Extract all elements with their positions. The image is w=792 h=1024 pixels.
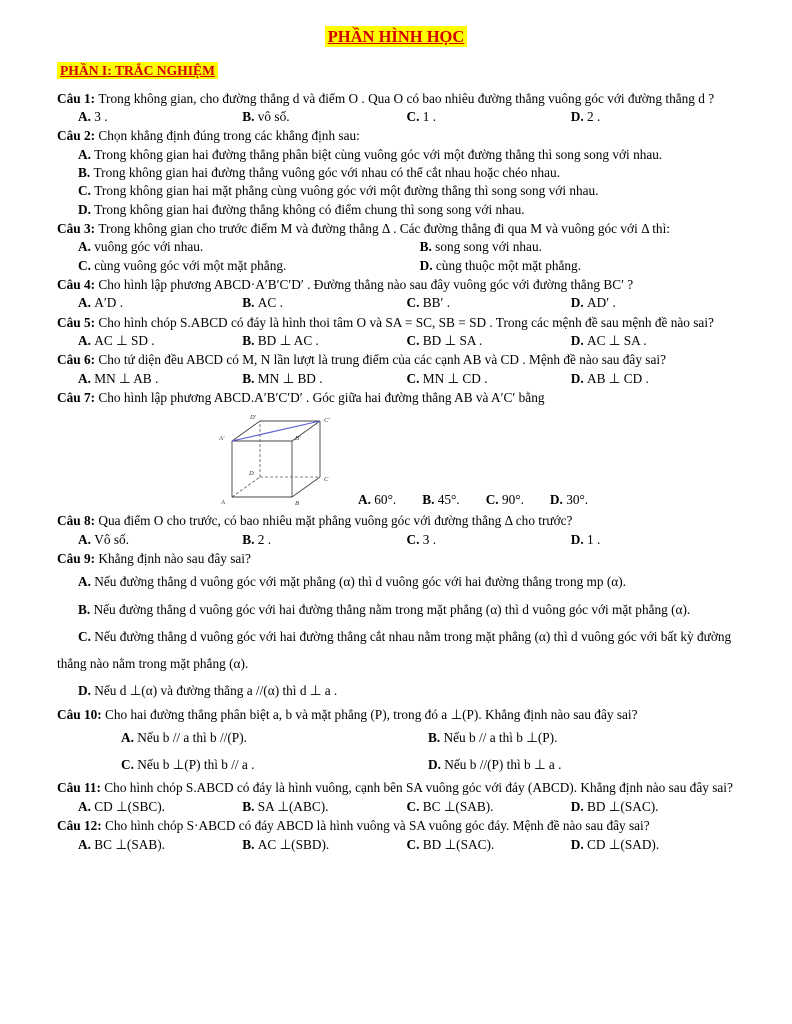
option-D [57,677,735,704]
option-text: AC ⊥(SBD). [257,836,330,852]
option-letter: B. [242,108,258,124]
question-stem [57,90,735,108]
option-text: AD′ . [587,295,616,311]
option-text: Nếu b // a thì b ⊥(P). [443,729,558,745]
question-7 [57,389,735,511]
options [57,531,735,549]
option-A [78,531,242,549]
question-stem [57,512,735,530]
options [57,108,735,126]
question-text: Cho hình lập phương ABCD·A′B′C′D′ . Đường thẳng nào sau đây vuông góc với đường thẳng BC′ ? [98,276,634,292]
option-text: A′D . [94,295,124,311]
option-text: Nếu b // a thì b //(P). [137,729,247,745]
option-D [571,294,735,312]
question-2 [57,127,735,219]
option-C [407,108,571,126]
cube-figure [207,409,342,511]
question-number: Câu 5: [57,314,99,330]
option-text: SA ⊥(ABC). [257,798,329,814]
question-number: Câu 9: [57,551,99,567]
options [57,568,735,704]
question-text: Cho hình chóp S·ABCD có đáy ABCD là hình vuông và SA vuông góc đáy. Mệnh đề nào sau đây sai? [105,818,650,834]
option-letter: D. [549,492,567,508]
option-D [571,370,735,388]
option-A [78,294,242,312]
question-text: Cho hai đường thẳng phân biệt a, b và mặt phẳng (P), trong đó a ⊥(P). Khẳng định nào sau đây sai? [105,706,638,722]
option-letter: B. [242,295,258,311]
question-10 [57,706,735,779]
option-text: Nếu đường thẳng d vuông góc với hai đường thẳng cắt nhau nằm trong mặt phẳng (α) thì d vuông góc với bất kỳ đường thẳng nào nằm trong mặt phẳng (α). [57,628,732,672]
option-letter: C. [406,531,423,547]
option-text: 2 . [587,108,601,124]
option-letter: B. [242,332,258,348]
option-text: Nếu d ⊥(α) và đường thẳng a //(α) thì d ⊥ a . [94,683,338,699]
option-C [407,531,571,549]
option-A [57,568,735,595]
option-letter: A. [78,798,95,814]
option-C [407,836,571,854]
option-D [571,531,735,549]
option-text: 2 . [257,531,272,547]
section-row [57,62,735,81]
question-text: Cho hình lập phương ABCD.A′B′C′D′ . Góc giữa hai đường thẳng AB và A′C′ bằng [98,390,545,406]
option-letter: A. [78,836,95,852]
question-text: Cho hình chóp S.ABCD có đáy là hình thoi tâm O và SA = SC, SB = SD . Trong các mệnh đề sau mệnh đề nào sai? [98,314,714,330]
option-letter: C. [406,108,423,124]
option-letter: D. [78,683,95,699]
option-D [571,108,735,126]
option-text: BC ⊥(SAB). [94,836,165,852]
option-B [242,332,406,350]
cube-vertex-label: A [221,499,225,507]
option-text: cùng vuông góc với một mặt phẳng. [94,257,287,273]
option-letter: A. [358,492,375,508]
question-number: Câu 2: [57,128,99,144]
option-text: MN ⊥ CD . [422,370,488,386]
question-number: Câu 7: [57,390,99,406]
option-letter: D. [570,108,588,124]
option-letter: D. [570,370,588,386]
cube-vertex-label: D [249,470,254,478]
option-C [407,332,571,350]
option-text: 90°. [501,492,524,508]
option-text: Trong không gian hai đường thẳng không có điểm chung thì song song với nhau. [94,201,525,217]
option-C [407,798,571,816]
option-B [242,108,406,126]
option-A [78,108,242,126]
option-letter: C. [406,295,423,311]
option-text: Trong không gian hai mặt phẳng cùng vuông góc với một đường thẳng thì song song với nhau. [94,183,599,199]
question-number: Câu 12: [57,818,106,834]
option-B [428,724,735,751]
cube-vertex-label: B′ [295,435,301,443]
options [57,836,735,854]
option-text: 3 . [422,531,437,547]
option-text: Nếu đường thẳng d vuông góc với hai đường thẳng nằm trong mặt phẳng (α) thì d vuông góc với mặt phẳng (α). [93,601,691,617]
option-C [121,751,428,778]
options [57,294,735,312]
option-letter: B. [242,531,258,547]
option-A [78,238,420,256]
question-stem [57,389,735,407]
option-letter: C. [121,757,138,773]
option-letter: B. [78,164,94,180]
option-text: MN ⊥ BD . [257,370,323,386]
option-letter: B. [242,370,258,386]
option-letter: C. [406,836,423,852]
option-text: BC ⊥(SAB). [422,798,494,814]
option-B [420,238,735,256]
option-D [571,836,735,854]
option-D [57,201,735,219]
question-text: Cho hình chóp S.ABCD có đáy là hình vuông, cạnh bên SA vuông góc với đáy (ABCD). Khẳng định nào sau đây sai? [104,780,733,796]
option-letter: B. [78,601,94,617]
option-A [121,724,428,751]
option-letter: C. [406,798,423,814]
question-1 [57,90,735,127]
option-B [242,836,406,854]
question-12 [57,817,735,854]
question-4 [57,276,735,313]
option-text: 1 . [587,531,601,547]
option-text: BB′ . [422,295,451,311]
option-A [57,146,735,164]
option-text: 30°. [566,492,589,508]
question-8 [57,512,735,549]
option-text: AC ⊥ SA . [587,332,647,348]
question-stem [57,779,735,797]
option-letter: D. [570,531,588,547]
option-text: vô số. [257,108,290,124]
cube-vertex-label: C′ [324,417,330,425]
option-letter: B. [422,492,438,508]
question-text: Qua điểm O cho trước, có bao nhiêu mặt phẳng vuông góc với đường thẳng Δ cho trước? [98,513,573,529]
option-A [78,798,242,816]
option-letter: A. [78,239,95,255]
page-title: PHẦN HÌNH HỌC [325,26,468,47]
option-text: CD ⊥(SAD). [587,836,660,852]
option-letter: D. [428,757,445,773]
option-C [78,257,420,275]
option-text: Nếu b ⊥(P) thì b // a . [137,757,255,773]
option-letter: A. [78,295,95,311]
option-D [550,491,588,509]
option-text: BD ⊥(SAC). [422,836,495,852]
figure-row [207,409,735,511]
option-letter: C. [78,628,95,644]
cube-vertex-label: A′ [219,435,225,443]
question-text: Chọn khẳng định đúng trong các khẳng định sau: [98,128,360,144]
option-text: AC . [257,295,283,311]
option-C [57,182,735,200]
question-text: Trong không gian, cho đường thẳng d và điểm O . Qua O có bao nhiêu đường thẳng vuông góc với đường thẳng d ? [98,90,715,106]
option-letter: A. [78,332,95,348]
option-letter: C. [485,492,502,508]
option-D [428,751,735,778]
options [57,238,735,275]
option-letter: C. [406,332,423,348]
option-letter: B. [419,239,436,255]
option-C [486,491,524,509]
option-B [242,531,406,549]
option-D [571,332,735,350]
option-letter: A. [78,370,95,386]
question-number: Câu 4: [57,276,99,292]
question-6 [57,351,735,388]
question-number: Câu 6: [57,352,99,368]
question-number: Câu 1: [57,90,99,106]
option-B [242,294,406,312]
options [57,332,735,350]
option-letter: D. [570,332,588,348]
question-stem [57,706,735,724]
cube-vertex-label: D′ [250,414,257,422]
option-letter: A. [78,531,95,547]
options [57,370,735,388]
question-number: Câu 3: [57,220,99,236]
option-text: BD ⊥ AC . [257,332,319,348]
option-letter: C. [78,257,95,273]
option-text: BD ⊥ SA . [422,332,483,348]
question-number: Câu 11: [57,780,105,796]
option-letter: D. [570,295,588,311]
section-heading: PHẦN I: TRẮC NGHIỆM [57,62,218,79]
option-B [57,596,735,623]
option-C [407,370,571,388]
option-text: 1 . [422,108,437,124]
option-text: Vô số. [94,531,129,547]
question-stem [57,817,735,835]
option-text: CD ⊥(SBC). [94,798,165,814]
option-text: Nếu b //(P) thì b ⊥ a . [444,757,562,773]
option-D [420,257,735,275]
question-number: Câu 8: [57,513,99,529]
cube-vertex-label: C [324,476,329,484]
option-A [78,370,242,388]
option-text: 60°. [374,492,397,508]
option-B [57,164,735,182]
option-C [407,294,571,312]
question-number: Câu 10: [57,706,106,722]
option-text: vuông góc với nhau. [94,239,204,255]
option-text: Trong không gian hai đường thẳng vuông góc với nhau có thể cắt nhau hoặc chéo nhau. [93,164,561,180]
question-5 [57,314,735,351]
option-text: 3 . [94,108,108,124]
question-stem [57,351,735,369]
option-letter: C. [406,370,423,386]
option-text: Nếu đường thẳng d vuông góc với mặt phẳng (α) thì d vuông góc với hai đường thẳng trong mp (α). [94,574,627,590]
question-3 [57,220,735,275]
question-9 [57,550,735,705]
option-letter: A. [78,146,95,162]
question-stem [57,550,735,568]
options [358,491,588,511]
option-B [242,798,406,816]
option-letter: A. [78,108,95,124]
question-text: Khẳng định nào sau đây sai? [98,551,251,567]
question-stem [57,220,735,238]
option-letter: A. [78,574,95,590]
option-letter: B. [428,729,444,745]
option-letter: A. [121,729,138,745]
question-stem [57,314,735,332]
question-stem [57,276,735,294]
option-letter: D. [570,798,588,814]
options [57,798,735,816]
option-text: BD ⊥(SAC). [587,798,659,814]
option-B [422,491,459,509]
option-letter: C. [78,183,95,199]
option-letter: B. [242,836,258,852]
options [57,724,735,779]
question-text: Trong không gian cho trước điểm M và đường thẳng Δ . Các đường thẳng đi qua M và vuông góc với Δ thì: [98,220,670,236]
option-letter: D. [419,257,436,273]
cube-vertex-label: B [295,500,299,508]
option-letter: D. [78,201,95,217]
questions-list [57,90,735,854]
option-text: AB ⊥ CD . [587,370,649,386]
question-text: Cho tứ diện đều ABCD có M, N lần lượt là trung điểm của các cạnh AB và CD . Mệnh đề nào sau đây sai? [98,352,666,368]
option-text: song song với nhau. [435,239,542,255]
title-row [57,26,735,49]
option-D [571,798,735,816]
options [57,146,735,219]
option-B [242,370,406,388]
question-11 [57,779,735,816]
option-text: cùng thuộc một mặt phẳng. [435,257,582,273]
option-C [57,623,735,678]
option-A [358,491,396,509]
option-text: MN ⊥ AB . [94,370,159,386]
option-A [78,836,242,854]
option-text: Trong không gian hai đường thẳng phân biệt cùng vuông góc với một đường thẳng thì song song với nhau. [94,146,663,162]
option-A [78,332,242,350]
option-text: AC ⊥ SD . [94,332,155,348]
option-text: 45°. [437,492,460,508]
question-stem [57,127,735,145]
option-letter: D. [570,836,588,852]
option-letter: B. [242,798,258,814]
